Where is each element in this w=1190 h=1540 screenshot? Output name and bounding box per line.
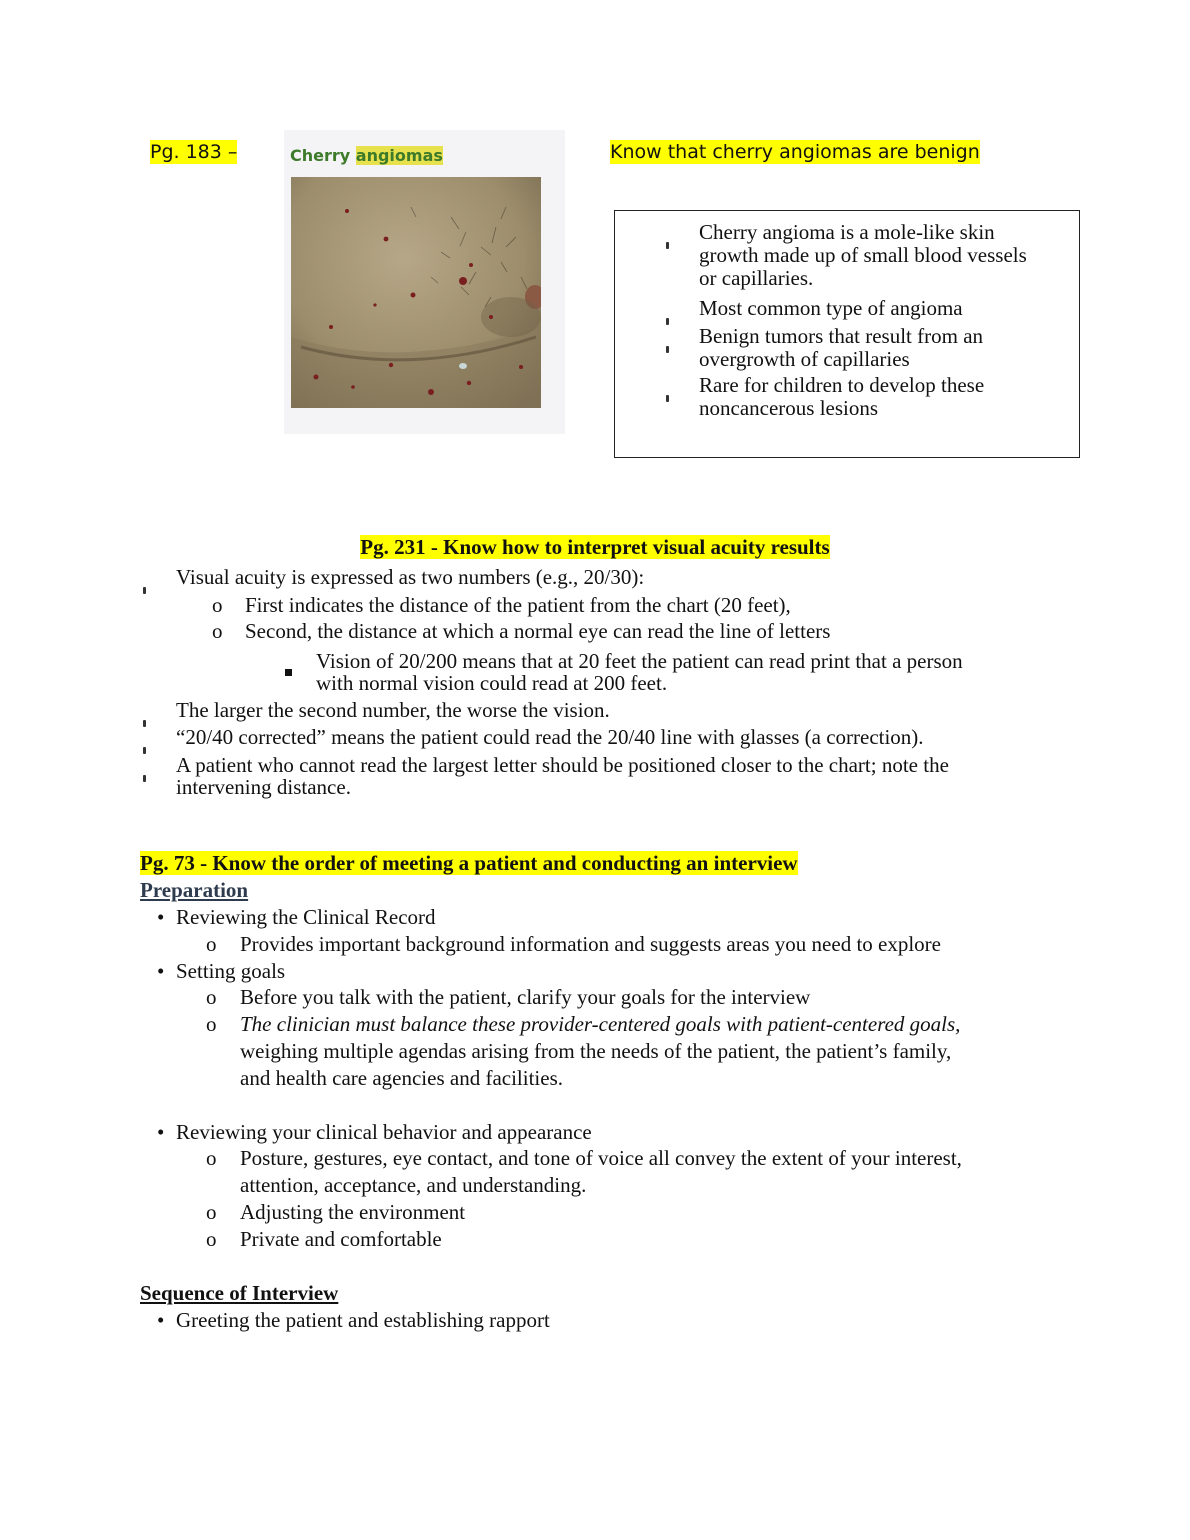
bullet-marker: •	[157, 959, 165, 983]
bullet-dot	[143, 708, 146, 733]
prep-clinical-behavior: Reviewing your clinical behavior and appearance	[176, 1120, 592, 1144]
bullet-dot	[143, 763, 146, 788]
circle-marker: o	[212, 593, 223, 617]
section-231-heading-text: Pg. 231 - Know how to interpret visual acuity results	[360, 535, 830, 559]
page-label-183: Pg. 183 –	[150, 141, 238, 163]
behavior-private: Private and comfortable	[240, 1227, 442, 1251]
goals-balance-italic: The clinician must balance these provider-centered goals with patient-centered goals,	[240, 1012, 961, 1036]
figure-caption	[290, 146, 443, 165]
acuity-definition: Visual acuity is expressed as two numbers (e.g., 20/30):	[176, 565, 645, 589]
caption-cherry: Cherry	[290, 146, 351, 165]
box-bullet-dot	[666, 230, 669, 255]
box-item-line: Cherry angioma is a mole-like skin	[699, 220, 995, 244]
box-item-line: noncancerous lesions	[699, 396, 879, 420]
benign-note: Know that cherry angiomas are benign	[610, 141, 980, 163]
section-231-heading	[0, 535, 1190, 559]
circle-marker: o	[212, 619, 223, 643]
box-item-line: overgrowth of capillaries	[699, 347, 910, 371]
box-bullet-dot	[666, 334, 669, 359]
preparation-heading: Preparation	[140, 878, 249, 902]
bullet-dot	[143, 735, 146, 760]
prep-setting-goals: Setting goals	[176, 959, 286, 983]
acuity-first-number: First indicates the distance of the patient from the chart (20 feet),	[245, 593, 791, 617]
acuity-closer-line1: A patient who cannot read the largest letter should be positioned closer to the chart; note the	[176, 753, 949, 777]
circle-marker: o	[206, 985, 217, 1009]
box-item-line: Benign tumors that result from an	[699, 324, 984, 348]
circle-marker: o	[206, 932, 217, 956]
box-bullet-dot	[666, 306, 669, 331]
circle-marker: o	[206, 1227, 217, 1251]
behavior-posture-line1: Posture, gestures, eye contact, and tone of voice all convey the extent of your interest,	[240, 1146, 962, 1170]
box-item-line: Most common type of angioma	[699, 296, 963, 320]
goals-clarify: Before you talk with the patient, clarify your goals for the interview	[240, 985, 811, 1009]
circle-marker: o	[206, 1200, 217, 1224]
caption-angiomas: angiomas	[355, 146, 443, 165]
bullet-marker: •	[157, 1308, 165, 1332]
sequence-heading: Sequence of Interview	[140, 1281, 339, 1305]
bullet-marker: •	[157, 905, 165, 929]
box-item-line: growth made up of small blood vessels	[699, 243, 1027, 267]
bullet-marker: •	[157, 1120, 165, 1144]
section-73-heading-text: Pg. 73 - Know the order of meeting a patient and conducting an interview	[140, 851, 798, 875]
prep-clinical-record: Reviewing the Clinical Record	[176, 905, 436, 929]
cherry-angioma-figure	[284, 130, 565, 434]
circle-marker: o	[206, 1146, 217, 1170]
prep-clinical-record-detail: Provides important background information and suggests areas you need to explore	[240, 932, 941, 956]
bullet-dot	[143, 575, 146, 600]
acuity-second-number: Second, the distance at which a normal eye can read the line of letters	[245, 619, 831, 643]
box-item-line: Rare for children to develop these	[699, 373, 985, 397]
sequence-greeting: Greeting the patient and establishing rapport	[176, 1308, 550, 1332]
acuity-example-line2: with normal vision could read at 200 feet.	[316, 671, 668, 695]
acuity-closer-line2: intervening distance.	[176, 775, 351, 799]
behavior-environment: Adjusting the environment	[240, 1200, 466, 1224]
acuity-corrected: “20/40 corrected” means the patient could read the 20/40 line with glasses (a correction).	[176, 725, 924, 749]
box-bullet-dot	[666, 383, 669, 408]
goals-balance-line3: and health care agencies and facilities.	[240, 1066, 563, 1090]
box-item-line: or capillaries.	[699, 266, 814, 290]
acuity-example-line1: Vision of 20/200 means that at 20 feet the patient can read print that a person	[316, 649, 963, 673]
section-73-heading	[140, 851, 798, 875]
acuity-larger-number: The larger the second number, the worse the vision.	[176, 698, 610, 722]
behavior-posture-line2: attention, acceptance, and understanding.	[240, 1173, 587, 1197]
circle-marker: o	[206, 1012, 217, 1036]
goals-balance-line2: weighing multiple agendas arising from the needs of the patient, the patient’s family,	[240, 1039, 952, 1063]
square-bullet	[285, 657, 292, 682]
skin-photo	[291, 177, 541, 408]
